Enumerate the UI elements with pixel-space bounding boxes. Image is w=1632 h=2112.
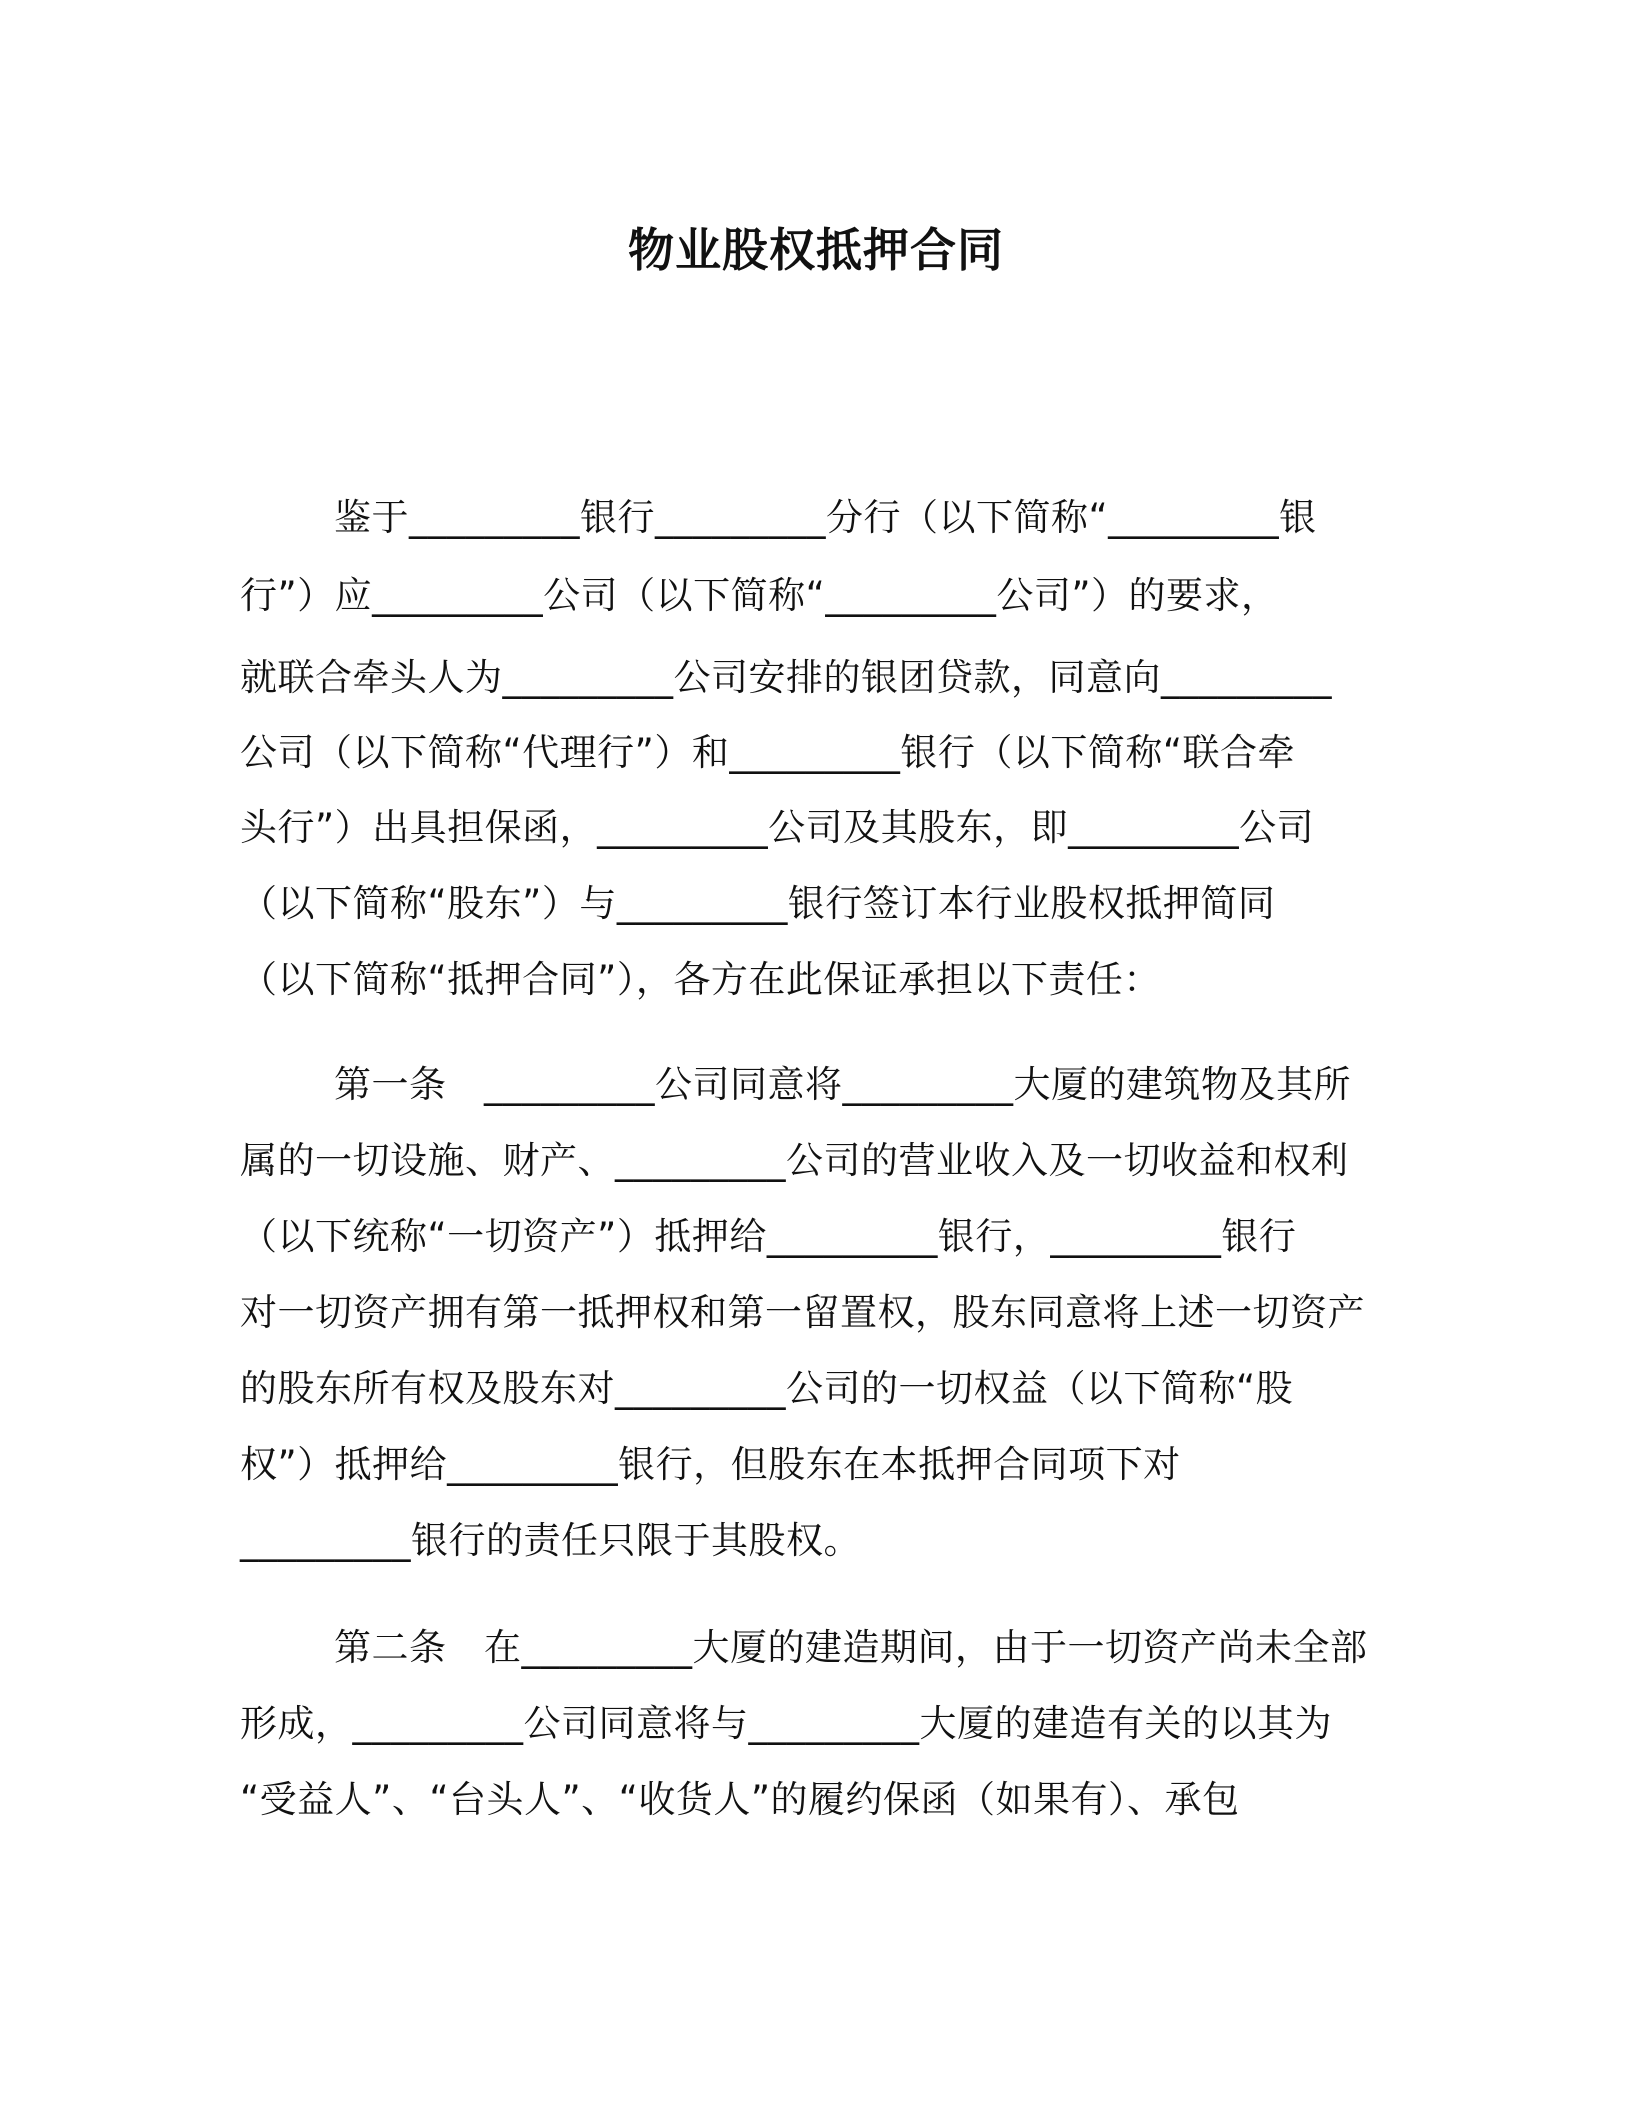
article-1-line-2: 属的一切设施、财产、_________公司的营业收入及一切收益和权利: [240, 1139, 1349, 1182]
article-1-line-7: _________银行的责任只限于其股权。: [240, 1519, 861, 1562]
article-1-line-1: 第一条 _________公司同意将_________大厦的建筑物及其所: [334, 1063, 1351, 1106]
preamble-line-6: （以下简称“股东”）与_________银行签订本行业股权抵押简同: [240, 882, 1276, 925]
preamble-line-2: 行”）应_________公司（以下简称“_________公司”）的要求，: [240, 574, 1279, 617]
document-title: 物业股权抵押合同: [628, 223, 1004, 277]
article-2-line-3: “受益人”、“台头人”、“收货人”的履约保函（如果有）、承包: [240, 1778, 1240, 1821]
article-2-line-1: 第二条 在_________大厦的建造期间，由于一切资产尚未全部: [334, 1626, 1368, 1669]
preamble-line-4: 公司（以下简称“代理行”）和_________银行（以下简称“联合牵: [240, 731, 1296, 774]
preamble-line-7: （以下简称“抵押合同”），各方在此保证承担以下责任：: [240, 958, 1161, 1001]
article-1-line-6: 权”）抵押给_________银行，但股东在本抵押合同项下对: [240, 1443, 1181, 1486]
article-1-line-3: （以下统称“一切资产”）抵押给_________银行，_________银行: [240, 1215, 1297, 1258]
preamble-line-1: 鉴于_________银行_________分行（以下简称“_________银: [334, 496, 1317, 539]
article-2-line-2: 形成，_________公司同意将与_________大厦的建造有关的以其为: [240, 1702, 1332, 1745]
article-1-line-4: 对一切资产拥有第一抵押权和第一留置权，股东同意将上述一切资产: [240, 1291, 1365, 1334]
preamble-line-3: 就联合牵头人为_________公司安排的银团贷款，同意向_________: [240, 656, 1332, 699]
preamble-line-5: 头行”）出具担保函，_________公司及其股东，即_________公司: [240, 806, 1315, 849]
article-1-line-5: 的股东所有权及股东对_________公司的一切权益（以下简称“股: [240, 1367, 1294, 1410]
